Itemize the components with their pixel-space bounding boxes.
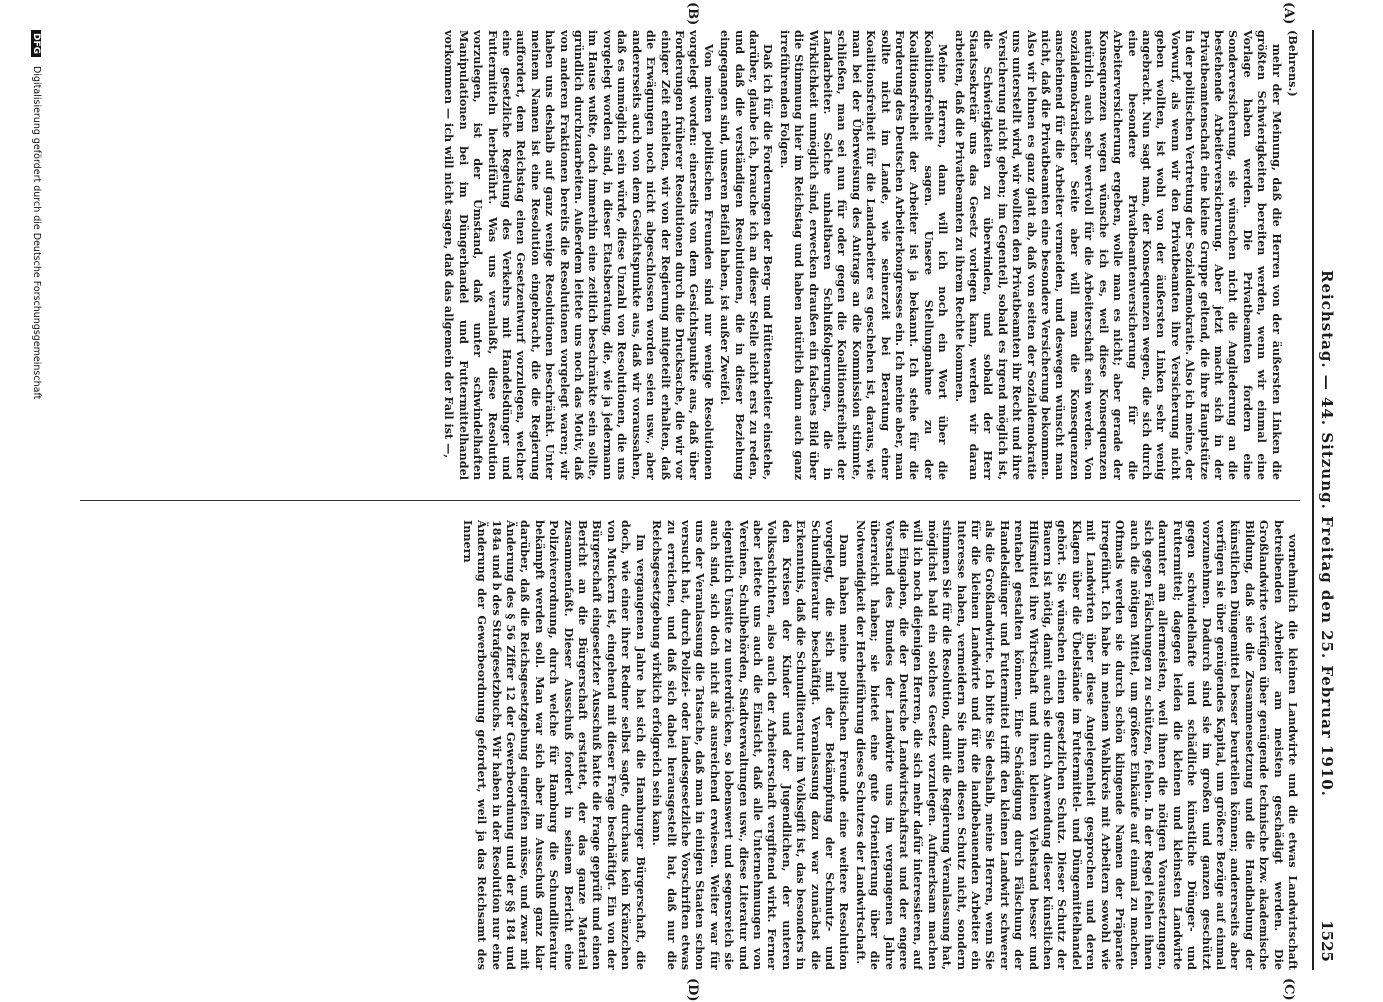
left-column bbox=[70, 30, 1300, 480]
digitization-footer bbox=[22, 30, 42, 970]
header-rule bbox=[1312, 30, 1314, 970]
margin-marker-a: (A) bbox=[1281, 2, 1296, 25]
running-title: Reichstag. — 44. Sitzung. Freitag den 25. Februar 1910. bbox=[1318, 270, 1336, 797]
paragraph: Dann haben meine politischen Freunde eine weitere Resolution vorgelegt, die sich mit der Bekämpfung der Schmutz- und Schundliteratur beschäftigt. Veranlassung dazu war zunächst die Erkenntnis, daß die Schundliteratur im Volksgift ist, das besonders in den Kreisen der Kinder und der Jugendlichen, der unteren Volksschichten, also auch der Arbeiterschaft vergiftend wirkt. Ferner aber leitete uns auch die Einsicht, daß alle Unternehmungen von Vereinen, Schulbehörden, Stadtverwaltungen usw., diese Literatur und eigentlich Unsitte zu unterdrücken, so lobenswert und segensreich sie auch sind, sich doch nicht als ausreichend erwiesen. Weiter war für uns der Veranlassung die Tatsache, daß man in einigen Staaten schon versucht hat, durch Polizei- oder landesgesetzliche Vorschriften etwas zu erreichen, und daß sich dabei herausgestellt hat, daß nur die Reichsgesetzgebung wirklich erfolgreich sein kann. bbox=[650, 520, 852, 970]
paragraph: Meine Herren, dann will ich noch ein Wort über die Koalitionsfreiheit sagen. Unsere Stellungnahme zu der Koalitionsfreiheit der Arbeiter ist ja bekannt. Ich stehe für die Forderung des Deutschen Arbeiterkongresses ein. Ich meine aber, man sollte nicht im Lande, wie seinerzeit bei Beratung einer Koalitionsfreiheit für die Landarbeiter es geschehen ist, daraus, wie man bei der Überweisung des Antrags an die Kommission stimmte, schließen, man sei nun für oder gegen die Koalitionsfreiheit der Landarbeiter. Solche unhaltbaren Schlußfolgerungen, die in Wirklichkeit unmöglich sind, erwecken draußen ein falsches Bild über die Stimmung hier im Reichstag und haben natürlich dann auch ganz irreführenden Folgen. bbox=[777, 30, 951, 480]
paragraph: Daß ich für die Forderungen der Berg- und Hüttenarbeiter einstehe, darüber, glaube ich, brauche ich an dieser Stelle nicht erst zu reden, und daß die verständigen Resolutionen, die in dieser Beziehung eingegangen sind, unseren Beifall haben, ist außer Zweifel. bbox=[718, 30, 776, 480]
margin-marker-b: (B) bbox=[685, 2, 700, 26]
page-number: 1525 bbox=[1318, 920, 1336, 962]
column-divider bbox=[80, 500, 1300, 501]
margin-marker-d: (D) bbox=[685, 978, 700, 1002]
paragraph: mehr der Meinung, daß die Herren von der äußersten Linken die größten Schwierigkeiten bereiten werden, wenn wir einmal eine Vorlage haben werden. Die Privatbeamten fordern eine Sonderversicherung, sie wünschen nicht die Angliederung an die bestehende Arbeiterversicherung. Aber jetzt macht sich in der Privatbeamtenschaft eine kleine Gruppe geltend, die ihre Hauptstütze in der politischen Vertretung der Sozialdemokratie. Also ich meine, der Vorwurf, als wenn wir den Privatbeamten ihre Versicherung nicht geben wollten, ist wohl von der äußersten Linken sehr wenig angebracht. Nun sagt man, der Konsequenzen wegen, die sich durch eine besondere Privatbeamtenversicherung für die Arbeiterversicherung ergeben, wolle man es nicht; aber gerade der Konsequenzen wegen wünsche ich es, weil diese Konsequenzen natürlich auch sehr wertvoll für die Arbeiterschaft sein werden. Von sozialdemokratischer Seite aber will man die Konsequenzen anscheinend für die Arbeiter vermeiden, und deswegen wünscht man nicht, daß die Privatbeamten eine besondere Versicherung bekommen. Also wir lehnen es ganz glatt ab, daß von seiten der Sozialdemokratie uns unterstellt wird, wir wollten den Privatbeamten ihr Recht und ihre Versicherung nicht geben; im Gegenteil, sobald es irgend möglich ist, die Schwierigkeiten zu überwinden, und sobald der Herr Staatssekretär uns das Gesetz vorlegen kann, werden wir daran arbeiten, daß die Privatbeamten zu ihrem Rechte kommen. bbox=[952, 30, 1284, 480]
dfg-logo: DFG bbox=[31, 30, 41, 57]
right-column bbox=[70, 520, 1300, 970]
rotated-page bbox=[31, 2, 1340, 1002]
paragraph: Im vergangenen Jahre hat sich die Hamburger Bürgerschaft, die doch, wie einer ihrer Redner selbst sagte, durchaus kein Kränzchen von Muckern ist, eingehend mit dieser Frage beschäftigt. Ein von der Bürgerschaft eingesetzter Ausschuß hatte die Frage geprüft und einen Bericht an die Bürgerschaft erstattet, der das ganze Material zusammenfaßt. Dieser Ausschuß fordert in seinem Bericht eine Polizeiverordnung, durch welche für Hamburg die Schundliteratur bekämpft werden soll. Man war sich aber im Ausschuß ganz klar darüber, daß die Reichsgesetzgebung eingreifen müsse, und zwar mit Änderung des § 56 Ziffer 12 der Gewerbeordnung und der §§ 184 und 184a und b des Strafgesetzbuchs. Wir haben in der Resolution nur eine Änderung der Gewerbeordnung gefordert, weil ja das Reichsamt des Innern bbox=[460, 520, 648, 970]
footer-text: Digitalisierung gefördert durch die Deutsche Forschungsgemeinschaft bbox=[31, 66, 42, 400]
page-header bbox=[1314, 30, 1340, 970]
paragraph: vornehmlich die kleinen Landwirte und die etwas Landwirtschaft betreibenden Arbeiter am meisten geschädigt werden. Die Großlandwirte verfügen über genügende technische bzw. akademische Bildung, daß sie die Zusammensetzung und die Handhabung der künstlichen Düngemittel besser beurteilen können; andererseits aber verfügen sie über genügendes Kapital, um größere Bezüge auf einmal vorzunehmen. Dadurch sind sie im großen und ganzen geschützt gegen schwindelhafte und schädliche künstliche Dünger- und Futtermittel; dagegen leiden die kleinen und kleinsten Landwirte darunter am allermeisten, weil ihnen die nötigen Voraussetzungen, sich gegen Fälschungen zu schützen, fehlen. In der Regel fehlen ihnen auch die nötigen Mittel, um größere Einkäufe auf einmal zu machen. Oftmals werden sie durch schön klingende Namen der Präparate irregeführt. Ich habe in meinem Wahlkreis mit Arbeitern sowohl wie mit Landwirten über diese Angelegenheit gesprochen und deren Klagen über die Übelstände im Futtermittel- und Düngemittelhandel gehört. Sie wünschen einen gesetzlichen Schutz. Dieser Schutz der Bauern ist nötig, damit auch sie durch Anwendung dieser künstlichen Hilfsmittel ihre Wirtschaft und ihren kleinen Viehstand besser und rentabel gestalten können. Eine Schädigung durch Fälschung der Handelsdünger und Futtermittel trifft den kleinen Landwirt schwerer als die Großlandwirte. Ich bitte Sie deshalb, meine Herren, wenn Sie für die kleinen Landwirte und für die landbebauenden Arbeiter ein Interesse haben, vermeidern Sie ihnen diesen Schutz nicht, sondern stimmen Sie für die Resolution, damit die Regierung Veranlassung hat, möglichst bald ein solches Gesetz vorzulegen. Aufmerksam machen will ich noch diejenigen Herren, die sich mehr dafür interessieren, auf die Eingaben, die der Deutsche Landwirtschaftsrat und der engere Vorstand des Bundes der Landwirte uns im vergangenen Jahre überreicht haben; sie bietet eine gute Orientierung über die Notwendigkeit der Herbeiführung dieses Schutzes der Landwirtschaft. bbox=[853, 520, 1300, 970]
speaker-name: (Behrens.) bbox=[1286, 30, 1300, 97]
margin-marker-c: (C) bbox=[1281, 978, 1296, 1001]
paragraph: Von meinen politischen Freunden sind nur wenige Resolutionen vorgelegt worden: einerseits von dem Gesichtspunkte aus, daß über Forderungen früherer Resolutionen durch die Drucksache, die wir vor einiger Zeit erhielten, wir von der Regierung mitgeteilt erhalten, daß die Erwägungen noch nicht abgeschlossen worden seien usw., aber andererseits auch von dem Gesichtspunkte aus, daß wir voraussahen, daß es unmöglich sein würde, diese Unzahl von Resolutionen, die uns vorgelegt worden sind, in dieser Etatsberatung, die, wie ja jedermann im Hause wußte, doch immerhin eine zeitlich beschränkte sein sollte, gründlich durchzuarbeiten. Außerdem leitete uns noch das Motiv, daß von anderen Fraktionen bereits die Resolutionen vorgelegt waren; wir haben uns deshalb auf ganz wenige Resolutionen beschränkt. Unter meinem Namen ist eine Resolution eingebracht, die die Regierung auffordert, dem Reichstag einen Gesetzentwurf vorzulegen, welcher eine gesetzliche Regelung des Verkehrs mit Handelsdünger und Futtermitteln herbeiführt. Was uns veranlaßt, diese Resolution vorzulegen, ist der Umstand, daß unter schwindelhaften Manipulationen bei im Düngerhandel und Futtermittelhandel vorkommen — ich will nicht sagen, daß das allgemein der Fall ist —, bbox=[442, 30, 716, 480]
